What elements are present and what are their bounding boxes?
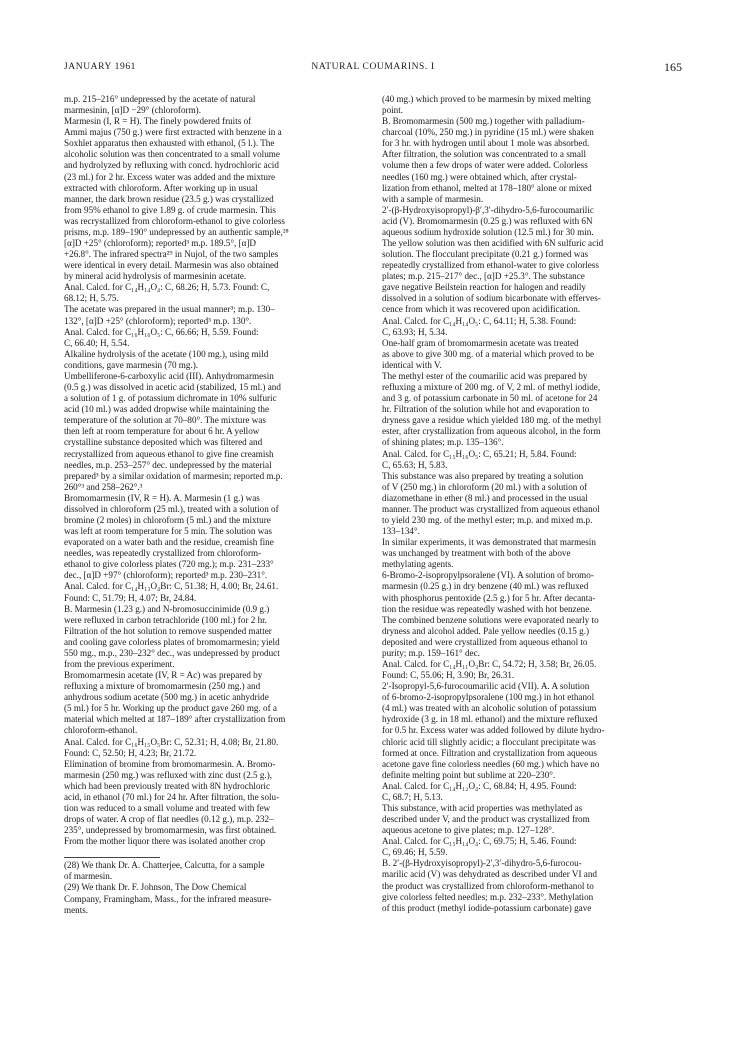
text-line: (5 ml.) for 5 hr. Working up the product gave 260 mg. of a bbox=[64, 703, 277, 714]
text-line: C, 66.40; H, 5.54. bbox=[64, 337, 130, 348]
text-line: 550 mg., m.p., 230–232° dec., was undepressed by product bbox=[64, 647, 280, 658]
text-line: marmesin (0.25 g.) in dry benzene (40 ml.) was refluxed bbox=[382, 581, 589, 592]
text-line: Anal. Calcd. for C₁₅H₁₆O₅: C, 65.21; H, 5.84. Found: bbox=[382, 448, 577, 459]
text-line: needles, was repeatedly crystallized from chloroform- bbox=[64, 548, 262, 559]
text-line: temperature of the solution at 70–80°. The mixture was bbox=[64, 415, 266, 426]
text-line: (4 ml.) was treated with an alcoholic solution of potassium bbox=[382, 703, 597, 714]
text-line: This substance was also prepared by treating a solution bbox=[382, 470, 584, 481]
text-line: Alkaline hydrolysis of the acetate (100 mg.), using mild bbox=[64, 348, 269, 359]
text-line: aqueous sodium hydroxide solution (12.5 ml.) for 30 min. bbox=[382, 226, 594, 237]
text-line: ester, after crystallization from aqueous alcohol, in the form bbox=[382, 426, 601, 437]
text-line: C, 68.7; H, 5.13. bbox=[382, 791, 443, 802]
text-line: material which melted at 187–189° after crystallization from bbox=[64, 714, 286, 725]
text-line: In similar experiments, it was demonstrated that marmesin bbox=[382, 537, 596, 548]
footnote-rule bbox=[64, 857, 160, 858]
text-line: formed at once. Filtration and crystallization from aqueous bbox=[382, 747, 597, 758]
text-line: B. Bromomarmesin (500 mg.) together with palladium- bbox=[382, 116, 585, 127]
text-line: anhydrous sodium acetate (500 mg.) in acetic anhydride bbox=[64, 692, 269, 703]
text-line: 6-Bromo-2-isopropylpsoralene (VI). A solution of bromo- bbox=[382, 570, 594, 581]
text-line: from the previous experiment. bbox=[64, 658, 175, 669]
text-line: m.p. 215–216° undepressed by the acetate of natural bbox=[64, 94, 256, 104]
text-line: diazomethane in ether (8 ml.) and processed in the usual bbox=[382, 492, 588, 503]
text-line: 260°³ and 258–262°.³ bbox=[64, 481, 143, 492]
text-line: Found: C, 52.50; H, 4.23; Br, 21.72. bbox=[64, 747, 197, 758]
text-line: 235°, undepressed by bromomarmesin, was first obtained. bbox=[64, 825, 277, 836]
text-line: lization from ethanol, melted at 178–180° alone or mixed bbox=[382, 182, 592, 193]
text-line: dec., [α]D +97° (chloroform); reported³ m.p. 230–231°. bbox=[64, 570, 268, 581]
text-line: to yield 230 mg. of the methyl ester; m.p. and mixed m.p. bbox=[382, 514, 593, 525]
footnote-line: (28) We thank Dr. A. Chatterjee, Calcutta, for a sample bbox=[64, 860, 265, 871]
text-line: from 95% ethanol to give 1.89 g. of crude marmesin. This bbox=[64, 204, 276, 215]
text-line: recrystallized from aqueous ethanol to give fine creamish bbox=[64, 448, 274, 459]
text-line: manner, the dark brown residue (23.5 g.) was crystallized bbox=[64, 193, 274, 204]
text-line: of this product (methyl iodide-potassium carbonate) gave bbox=[382, 902, 592, 913]
text-line: a solution of 1 g. of potassium dichromate in 10% sulfuric bbox=[64, 393, 277, 404]
text-line: plates; m.p. 215–217° dec., [α]D +25.3°. The substance bbox=[382, 271, 585, 282]
text-line: C, 65.63; H, 5.83. bbox=[382, 459, 448, 470]
text-line: Anal. Calcd. for C₁₄H₁₄O₅: C, 64.11; H, 5.38. Found: bbox=[382, 315, 577, 326]
text-line: was unchanged by treatment with both of the above bbox=[382, 548, 571, 559]
text-line: crystalline substance deposited which was filtered and bbox=[64, 437, 263, 448]
text-line: 132°, [α]D +25° (chloroform); reported³ m.p. 130°. bbox=[64, 315, 252, 326]
text-line: chloric acid till slightly acidic; a flocculant precipitate was bbox=[382, 736, 596, 747]
text-line: Anal. Calcd. for C₁₄H₁₃O₄Br: C, 51.38; H, 4.00; Br, 24.61. bbox=[64, 581, 279, 592]
text-line: solution. The flocculant precipitate (0.21 g.) formed was bbox=[382, 249, 589, 260]
text-line: 68.12; H, 5.75. bbox=[64, 293, 119, 304]
text-line: acid (V). Bromomarmesin (0.25 g.) was refluxed with 6N bbox=[382, 215, 593, 226]
text-line: Anal. Calcd. for C₁₆H₁₆O₅: C, 66.66; H, 5.59. Found: bbox=[64, 326, 259, 337]
footnote-line: of marmesin. bbox=[64, 871, 113, 882]
text-line: methylating agents. bbox=[382, 559, 454, 570]
text-line: were identical in every detail. Marmesin was also obtained bbox=[64, 260, 279, 271]
text-line: 133–134°. bbox=[382, 526, 420, 537]
text-line: then left at room temperature for about 6 hr. A yellow bbox=[64, 426, 260, 437]
text-line: (0.5 g.) was dissolved in acetic acid (stabilized, 15 ml.) and bbox=[64, 382, 281, 393]
text-line: with a sample of marmesin. bbox=[382, 193, 484, 204]
text-line: deposited and were crystallized from aqueous ethanol to bbox=[382, 636, 588, 647]
text-line: acid (10 ml.) was added dropwise while maintaining the bbox=[64, 404, 270, 415]
text-line: of V (250 mg.) in chloroform (20 ml.) with a solution of bbox=[382, 481, 588, 492]
text-line: and 3 g. of potassium carbonate in 50 ml. of acetone for 24 bbox=[382, 393, 598, 404]
text-line: were refluxed in carbon tetrachloride (100 ml.) for 2 hr. bbox=[64, 614, 267, 625]
text-line: bromine (2 moles) in chloroform (5 ml.) and the mixture bbox=[64, 514, 271, 525]
left-column bbox=[64, 94, 364, 916]
text-line: as above to give 300 mg. of a material which proved to be bbox=[382, 348, 595, 359]
text-line: which had been previously treated with 8N hydrochloric bbox=[64, 780, 271, 791]
text-line: Marmesin (I, R = H). The finely powdered fruits of bbox=[64, 116, 252, 127]
text-line: (23 ml.) for 2 hr. Excess water was added and the mixture bbox=[64, 171, 276, 182]
text-line: prepared³ by a similar oxidation of marmesin; reported m.p. bbox=[64, 470, 283, 481]
text-line: for 0.5 hr. Excess water was added followed by dilute hydro- bbox=[382, 725, 605, 736]
text-line: tion the residue was repeatedly washed with hot benzene. bbox=[382, 603, 592, 614]
text-line: (40 mg.) which proved to be marmesin by mixed melting bbox=[382, 94, 591, 104]
text-line: +26.8°. The infrared spectra²⁹ in Nujol, of the two samples bbox=[64, 249, 279, 260]
text-line: Anal. Calcd. for C₁₄H₁₂O₄: C, 68.84; H, 4.95. Found: bbox=[382, 780, 577, 791]
text-line: acid, in ethanol (70 ml.) for 24 hr. After filtration, the solu- bbox=[64, 791, 280, 802]
text-line: After filtration, the solution was concentrated to a small bbox=[382, 149, 586, 160]
text-line: marilic acid (V) was dehydrated as described under VI and bbox=[382, 869, 597, 880]
text-line: C, 69.46; H, 5.59. bbox=[382, 847, 448, 858]
page-number: 165 bbox=[664, 60, 682, 74]
text-line: Bromomarmesin acetate (IV, R = Ac) was prepared by bbox=[64, 670, 263, 681]
text-line: 2′-Isopropyl-5,6-furocoumarilic acid (VII). A. A solution bbox=[382, 681, 590, 692]
text-line: Bromomarmesin (IV, R = H). A. Marmesin (1 g.) was bbox=[64, 492, 260, 503]
text-line: described under V, and the product was crystallized from bbox=[382, 814, 590, 825]
text-line: Ammi majus (750 g.) were first extracted with benzene in a bbox=[64, 127, 282, 138]
text-line: The combined benzene solutions were evaporated nearly to bbox=[382, 614, 599, 625]
text-line: of shining plates; m.p. 135–136°. bbox=[382, 437, 504, 448]
running-header bbox=[64, 62, 682, 76]
text-line: dissolved in chloroform (25 ml.), treated with a solution of bbox=[64, 503, 279, 514]
journal-date: JANUARY 1961 bbox=[64, 62, 137, 72]
text-line: prisms, m.p. 189–190° undepressed by an authentic sample,²⁸ bbox=[64, 226, 289, 237]
text-line: The acetate was prepared in the usual manner³; m.p. 130– bbox=[64, 304, 275, 315]
text-line: conditions, gave marmesin (70 mg.). bbox=[64, 359, 199, 370]
text-line: drops of water. A crop of flat needles (0.12 g.), m.p. 232– bbox=[64, 814, 274, 825]
text-line: alcoholic solution was then concentrated to a small volume bbox=[64, 149, 280, 160]
text-line: B. 2′-(β-Hydroxyisopropyl)-2′,3′-dihydro-5,6-furocou- bbox=[382, 858, 582, 869]
footnote-line: ments. bbox=[64, 904, 89, 915]
text-line: definite melting point but sublime at 220–230°. bbox=[382, 769, 556, 780]
text-line: refluxing a mixture of 200 mg. of V, 2 ml. of methyl iodide, bbox=[382, 382, 601, 393]
text-line: The yellow solution was then acidified with 6N sulfuric acid bbox=[382, 238, 604, 249]
text-line: Found: C, 55.06; H, 3.90; Br, 26.31. bbox=[382, 670, 515, 681]
text-line: needles (160 mg.) were obtained which, after crystal- bbox=[382, 171, 577, 182]
text-line: Soxhlet apparatus then exhausted with ethanol, (5 l.). The bbox=[64, 138, 275, 149]
text-line: the product was crystallized from chloroform-methanol to bbox=[382, 880, 594, 891]
text-line: hr. Filtration of the solution while hot and evaporation to bbox=[382, 404, 590, 415]
text-line: dryness gave a residue which yielded 180 mg. of the methyl bbox=[382, 415, 602, 426]
text-line: acetone gave fine colorless needles (60 mg.) which have no bbox=[382, 758, 600, 769]
text-line: and cooling gave colorless plates of bromomarmesin; yield bbox=[64, 636, 280, 647]
text-line: From the mother liquor there was isolated another crop bbox=[64, 836, 266, 847]
text-line: Anal. Calcd. for C₁₆H₁₅O₅Br: C, 52.31; H, 4.08; Br, 21.80. bbox=[64, 736, 279, 747]
text-line: dissolved in a solution of sodium bicarbonate with efferves- bbox=[382, 293, 601, 304]
text-line: 2′-(β-Hydroxyisopropyl)-β′,3′-dihydro-5,6-furocoumarilic bbox=[382, 204, 594, 215]
text-line: repeatedly crystallized from ethanol-water to give colorless bbox=[382, 260, 599, 271]
text-line: Anal. Calcd. for C₁₄H₁₁O₃Br: C, 54.72; H, 3.58; Br, 26.05. bbox=[382, 658, 597, 669]
text-line: marmesin (250 mg.) was refluxed with zinc dust (2.5 g.), bbox=[64, 769, 273, 780]
text-line: dryness and alcohol added. Pale yellow needles (0.15 g.) bbox=[382, 625, 590, 636]
text-line: One-half gram of bromomarmesin acetate was treated bbox=[382, 337, 579, 348]
text-line: [α]D +25° (chloroform); reported³ m.p. 189.5°, [α]D bbox=[64, 238, 256, 249]
text-line: give colorless felted needles; m.p. 232–233°. Methylation bbox=[382, 891, 594, 902]
text-line: Elimination of bromine from bromomarmesin. A. Bromo- bbox=[64, 758, 276, 769]
text-line: B. Marmesin (1.23 g.) and N-bromosuccinimide (0.9 g.) bbox=[64, 603, 270, 614]
text-line: evaporated on a water bath and the residue, creamish fine bbox=[64, 537, 274, 548]
text-line: chloroform-ethanol. bbox=[64, 725, 138, 736]
footnotes bbox=[64, 857, 364, 915]
text-line: was recrystallized from chloroform-ethanol to give colorless bbox=[64, 215, 285, 226]
text-line: by mineral acid hydrolysis of marmesinin acetate. bbox=[64, 271, 247, 282]
text-line: volume then a few drops of water were added. Colorless bbox=[382, 160, 588, 171]
footnote-line: (29) We thank Dr. F. Johnson, The Dow Chemical bbox=[64, 882, 247, 893]
text-line: and hydrolyzed by refluxing with concd. hydrochloric acid bbox=[64, 160, 279, 171]
text-line: gave negative Beilstein reaction for halogen and readily bbox=[382, 282, 586, 293]
text-line: for 3 hr. with hydrogen until about 1 mole was absorbed. bbox=[382, 138, 590, 149]
footnote-line: Company, Framingham, Mass., for the infrared measure- bbox=[64, 893, 272, 904]
text-line: C, 63.93; H, 5.34. bbox=[382, 326, 448, 337]
text-line: ethanol to give colorless plates (720 mg.); m.p. 231–233° bbox=[64, 559, 274, 570]
running-title: NATURAL COUMARINS. I bbox=[311, 62, 435, 72]
text-line: with phosphorus pentoxide (2.5 g.) for 5 hr. After decanta- bbox=[382, 592, 596, 603]
text-line: refluxing a mixture of bromomarmesin (250 mg.) and bbox=[64, 681, 261, 692]
text-line: marmesinin, [α]D −29° (chloroform). bbox=[64, 105, 201, 116]
text-line: Anal. Calcd. for C₁₄H₁₄O₄: C, 68.26; H, 5.73. Found: C, bbox=[64, 282, 270, 293]
text-line: tion was reduced to a small volume and treated with few bbox=[64, 803, 271, 813]
text-line: of 6-bromo-2-isopropylpsoralene (100 mg.) in hot ethanol bbox=[382, 692, 595, 703]
text-line: identical with V. bbox=[382, 359, 442, 370]
text-line: cence from which it was recovered upon acidification. bbox=[382, 304, 581, 315]
text-line: Found: C, 51.79; H, 4.07; Br, 24.84. bbox=[64, 592, 197, 603]
text-line: purity; m.p. 159–161° dec. bbox=[382, 647, 480, 658]
text-line: Anal. Calcd. for C₁₅H₁₄O₄: C, 69.75; H, 5.46. Found: bbox=[382, 836, 577, 847]
text-line: This substance, with acid properties was methylated as bbox=[382, 803, 583, 813]
right-column bbox=[382, 94, 682, 914]
text-line: was left at room temperature for 5 min. The solution was bbox=[64, 526, 272, 537]
text-line: extracted with chloroform. After working up in usual bbox=[64, 182, 258, 193]
text-line: manner. The product was crystallized from aqueous ethanol bbox=[382, 503, 600, 514]
text-line: Filtration of the hot solution to remove suspended matter bbox=[64, 625, 272, 636]
text-line: aqueous acetone to give plates; m.p. 127–128°. bbox=[382, 825, 555, 836]
text-line: Umbelliferone-6-carboxylic acid (III). Anhydromarmesin bbox=[64, 370, 274, 381]
text-line: needles, m.p. 253–257° dec. undepressed by the material bbox=[64, 459, 272, 470]
text-line: charcoal (10%, 250 mg.) in pyridine (15 ml.) were shaken bbox=[382, 127, 594, 138]
text-line: hydroxide (3 g. in 18 ml. ethanol) and the mixture refluxed bbox=[382, 714, 598, 725]
text-line: The methyl ester of the coumarilic acid was prepared by bbox=[382, 370, 588, 381]
text-line: point. bbox=[382, 105, 404, 116]
